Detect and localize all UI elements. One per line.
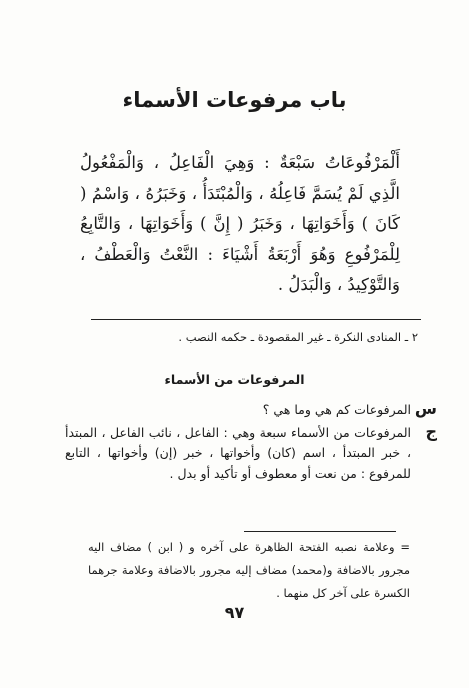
answer-marker: ج <box>425 421 437 441</box>
question-answer-block <box>65 400 437 484</box>
question-text: المرفوعات كم هي وما هي ؟ <box>262 402 411 417</box>
footnote-bottom: = وعلامة نصبه الفتحة الظاهرة على آخره و ( ابن ) مضاف اليه مجرور بالاضافة و(محمد) مضاف إليه مجرور بالاضافة وعلامة جرهما الكسرة على آخر كل منهما . <box>88 540 410 600</box>
footnote-divider-bottom <box>244 531 396 532</box>
footnote-top: ٢ ـ المنادى النكرة ـ غير المقصودة ـ حكمه النصب . <box>178 330 418 344</box>
question-row <box>65 400 437 421</box>
footnote-divider-top <box>91 319 421 320</box>
matn-text: أَلْمَرْفُوعَاتُ سَبْعَةٌ : وَهِيَ الْفَاعِلُ ، وَالْمَفْعُولُ الَّذِي لَمْ يُسَمَّ فَاعِلُهُ ، وَالْمُبْتَدَأُ ، وَخَبَرُهُ ، وَاسْمُ ( كَانَ ) وَأَخَوَاتِهَا ، وَخَبَرُ ( إِنَّ ) وَأَخَوَاتِهَا ، وَالتَّابِعُ لِلْمَرْفُوعِ وَهُوَ أَرْبَعَةُ أَشْيَاءَ : النَّعْتُ وَالْعَطْفُ ، وَالتَّوْكِيدُ ، وَالْبَدَلُ . <box>80 153 400 294</box>
answer-row <box>65 423 437 485</box>
answer-text: المرفوعات من الأسماء سبعة وهي : الفاعل ، نائب الفاعل ، المبتدأ ، خبر المبتدأ ، اسم (كان) وأخواتها ، خبر (إن) وأخواتها ، التابع للمرفوع : من نعت أو معطوف أو تأكيد أو بدل . <box>65 424 411 481</box>
chapter-title: باب مرفوعات الأسماء <box>122 88 347 112</box>
section-heading: المرفوعات من الأسماء <box>164 372 305 387</box>
question-marker: س <box>414 399 437 418</box>
page-number: ٩٧ <box>224 603 245 622</box>
